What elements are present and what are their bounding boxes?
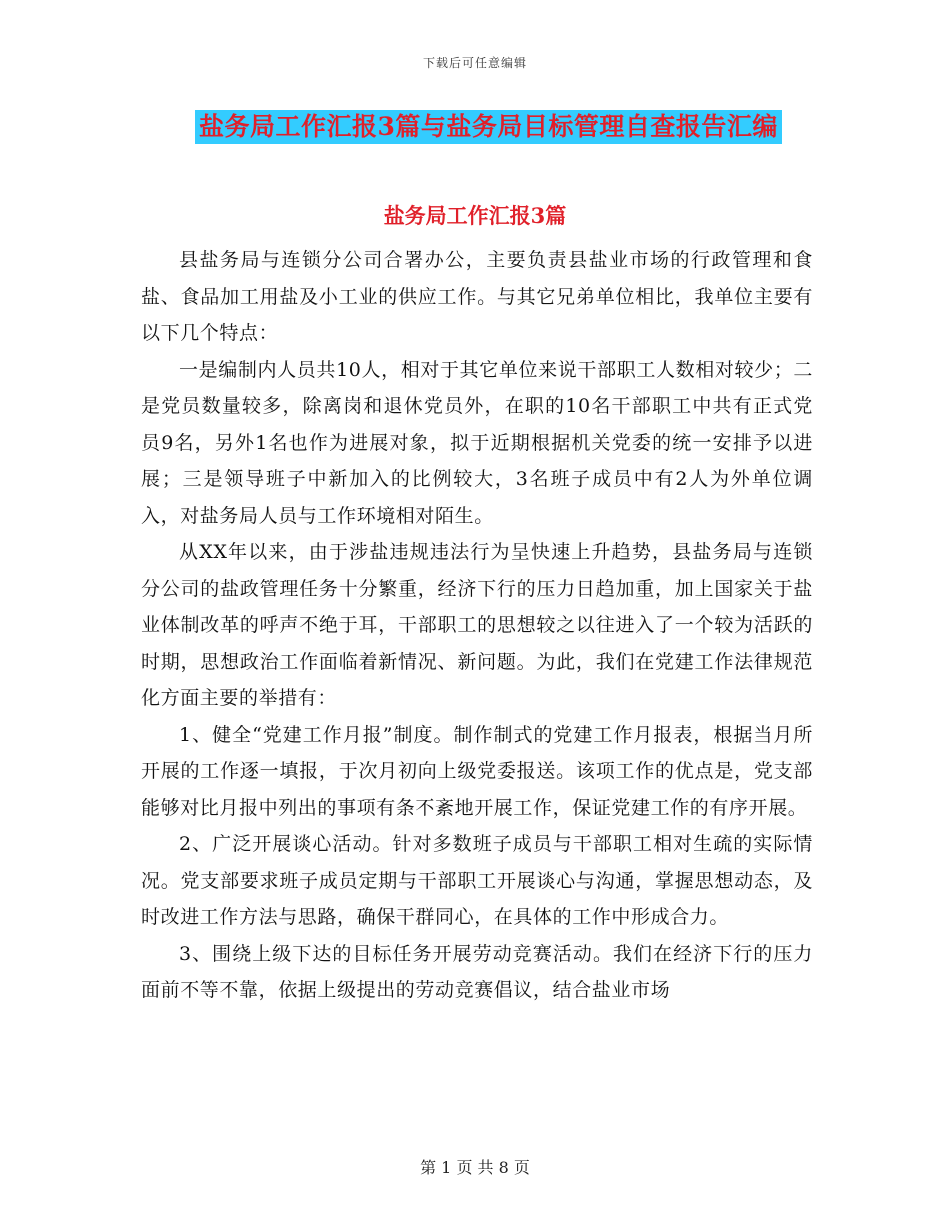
paragraph: 一是编制内人员共10人，相对于其它单位来说干部职工人数相对较少；二是党员数量较多，除离岗和退休党员外，在职的10名干部职工中共有正式党员9名，另外1名也作为进展对象，拟于近期根据机关党委的统一安排予以进展；三是领导班子中新加入的比例较大，3名班子成员中有2人为外单位调入，对盐务局人员与工作环境相对陌生。 (141, 358, 813, 527)
document-body (141, 242, 813, 1009)
main-title-container (195, 110, 805, 144)
section-title: 盐务局工作汇报3篇 (383, 203, 567, 228)
paragraph: 3、围绕上级下达的目标任务开展劳动竞赛活动。我们在经济下行的压力面前不等不靠，依据上级提出的劳动竞赛倡议，结合盐业市场 (141, 942, 813, 1001)
main-title: 盐务局工作汇报3篇与盐务局目标管理自查报告汇编 (195, 110, 782, 144)
paragraph: 2、广泛开展谈心活动。针对多数班子成员与干部职工相对生疏的实际情况。党支部要求班子成员定期与干部职工开展谈心与沟通，掌握思想动态，及时改进工作方法与思路，确保干群同心，在具体的工作中形成合力。 (141, 833, 813, 928)
header-note: 下载后可任意编辑 (422, 56, 527, 70)
paragraph: 1、健全“党建工作月报”制度。制作制式的党建工作月报表，根据当月所开展的工作逐一填报，于次月初向上级党委报送。该项工作的优点是，党支部能够对比月报中列出的事项有条不紊地开展工作，保证党建工作的有序开展。 (141, 723, 813, 819)
page-number-footer: 第 1 页 共 8 页 (420, 1158, 530, 1177)
paragraph: 县盐务局与连锁分公司合署办公，主要负责县盐业市场的行政管理和食盐、食品加工用盐及小工业的供应工作。与其它兄弟单位相比，我单位主要有以下几个特点： (141, 249, 813, 344)
paragraph: 从XX年以来，由于涉盐违规违法行为呈快速上升趋势，县盐务局与连锁分公司的盐政管理任务十分繁重，经济下行的压力日趋加重，加上国家关于盐业体制改革的呼声不绝于耳，干部职工的思想较之以往进入了一个较为活跃的时期，思想政治工作面临着新情况、新问题。为此，我们在党建工作法律规范化方面主要的举措有： (141, 541, 813, 709)
